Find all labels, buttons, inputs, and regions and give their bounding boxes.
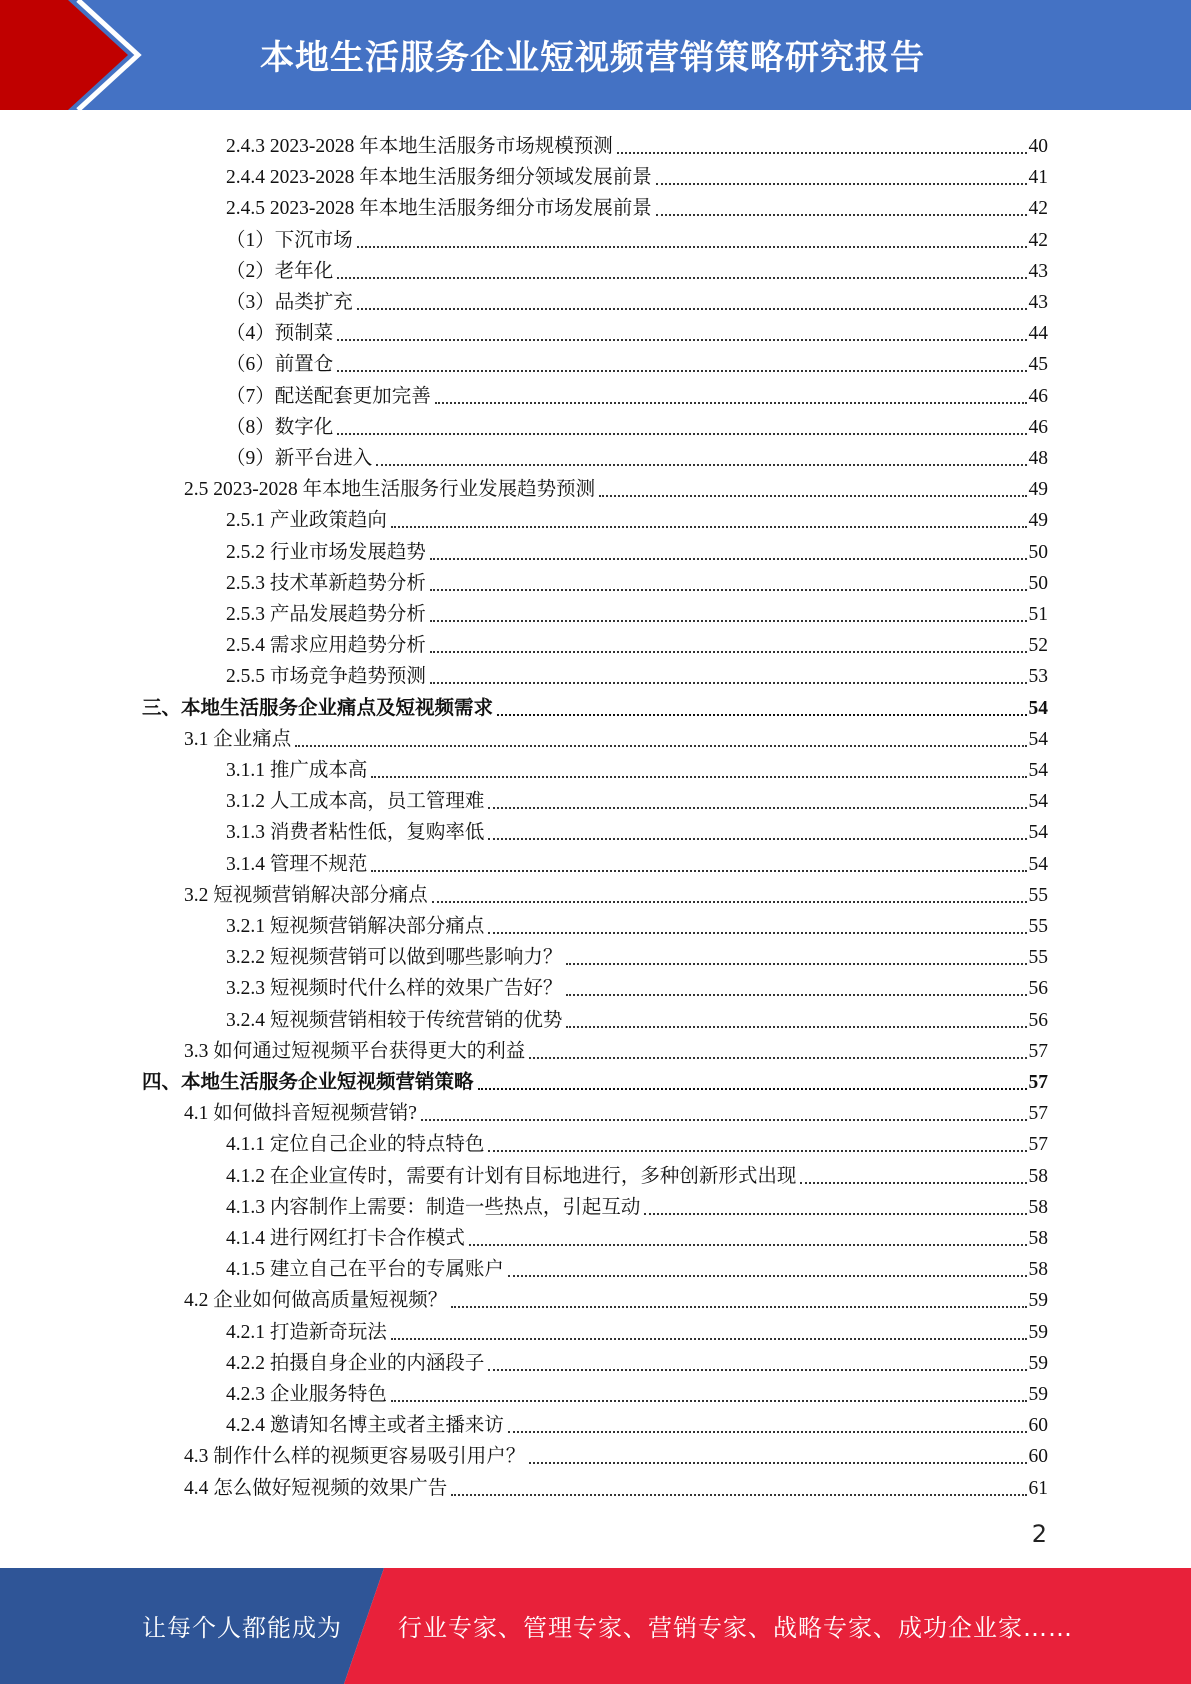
toc-entry-label: 4.3 制作什么样的视频更容易吸引用户？ [184,1446,526,1468]
toc-entry[interactable] [226,565,1048,596]
toc-entry-label: 4.2 企业如何做高质量短视频？ [184,1290,448,1312]
toc-entry-page: 54 [1028,697,1048,719]
toc-entry[interactable] [226,970,1048,1001]
toc-entry-label: 4.2.4 邀请知名博主或者主播来访 [226,1415,504,1437]
toc-entry-label: 2.5 2023-2028 年本地生活服务行业发展趋势预测 [184,479,596,501]
toc-entry-label: （7）配送配套更加完善 [226,385,431,407]
toc-entry-label: 三、本地生活服务企业痛点及短视频需求 [142,697,494,719]
toc-entry[interactable] [226,409,1048,440]
toc-entry-label: 2.5.1 产业政策趋向 [226,510,387,532]
toc-dot-leader [430,620,1027,622]
toc-entry-page: 59 [1028,1384,1048,1405]
toc-entry[interactable] [184,721,1048,752]
toc-entry-label: （8）数字化 [226,416,334,438]
toc-entry-page: 46 [1028,385,1048,407]
toc-dot-leader [656,183,1027,185]
toc-entry-label: 4.1.1 定位自己企业的特点特色 [226,1134,485,1156]
toc-entry-page: 56 [1028,1009,1048,1031]
toc-entry-page: 49 [1028,510,1048,532]
toc-entry-page: 45 [1028,354,1048,376]
toc-entry-label: 4.4 怎么做好短视频的效果广告 [184,1477,448,1499]
toc-entry-label: 3.1.2 人工成本高，员工管理难 [226,791,485,813]
header-red-chevron [0,0,128,110]
toc-entry-label: 4.2.3 企业服务特色 [226,1384,387,1405]
toc-entry-label: 2.5.3 产品发展趋势分析 [226,604,426,625]
toc-entry-page: 59 [1028,1352,1048,1374]
toc-entry[interactable] [226,159,1048,190]
toc-entry[interactable] [226,846,1048,877]
toc-dot-leader [430,651,1027,653]
toc-entry-label: 4.1.3 内容制作上需要：制造一些热点，引起互动 [226,1196,641,1218]
toc-dot-leader [488,807,1026,809]
toc-dot-leader [478,1088,1027,1090]
toc-entry-label: 3.1.1 推广成本高 [226,760,368,781]
toc-entry[interactable] [226,1376,1048,1407]
toc-entry-label: 3.1.3 消费者粘性低，复购率低 [226,822,485,844]
toc-entry-page: 54 [1028,853,1048,875]
toc-entry-page: 42 [1028,229,1048,251]
toc-entry[interactable] [226,627,1048,658]
toc-entry[interactable] [142,690,1048,721]
toc-entry-page: 57 [1028,1072,1048,1093]
toc-entry-page: 44 [1028,323,1048,345]
toc-entry[interactable] [226,128,1048,159]
toc-dot-leader [430,589,1027,591]
toc-entry[interactable] [226,284,1048,315]
toc-dot-leader [421,1119,1027,1121]
toc-entry[interactable] [226,1126,1048,1157]
toc-entry-page: 55 [1028,884,1048,906]
page-header [0,0,1191,110]
toc-dot-leader [800,1182,1026,1184]
toc-entry-page: 59 [1028,1290,1048,1312]
toc-dot-leader [391,526,1027,528]
toc-dot-leader [337,433,1026,435]
toc-entry-page: 48 [1028,448,1048,469]
toc-entry-label: 3.2.2 短视频营销可以做到哪些影响力？ [226,947,563,969]
toc-entry-page: 50 [1028,541,1048,563]
toc-entry-page: 54 [1028,791,1048,813]
toc-dot-leader [295,745,1026,747]
toc-entry-label: （4）预制菜 [226,323,334,345]
toc-dot-leader [337,370,1026,372]
toc-entry[interactable] [226,658,1048,689]
toc-entry-page: 58 [1028,1196,1048,1218]
toc-dot-leader [617,152,1027,154]
toc-entry[interactable] [226,190,1048,221]
toc-dot-leader [357,246,1027,248]
toc-entry[interactable] [184,1095,1048,1126]
toc-entry-label: 3.2.1 短视频营销解决部分痛点 [226,916,485,937]
toc-dot-leader [508,1431,1027,1433]
toc-dot-leader [451,1306,1026,1308]
toc-entry-label: 3.2 短视频营销解决部分痛点 [184,884,428,906]
toc-dot-leader [529,1057,1026,1059]
toc-dot-leader [435,402,1027,404]
toc-entry-label: （3）品类扩充 [226,292,353,313]
toc-entry-page: 57 [1028,1040,1048,1062]
toc-entry[interactable] [226,783,1048,814]
toc-dot-leader [371,870,1026,872]
toc-dot-leader [451,1494,1026,1496]
toc-entry-page: 51 [1028,604,1048,625]
toc-entry-page: 43 [1028,292,1048,313]
toc-entry-label: 3.2.4 短视频营销相较于传统营销的优势 [226,1009,563,1031]
toc-entry-page: 60 [1028,1446,1048,1468]
toc-entry-page: 52 [1028,635,1048,657]
toc-entry-label: 2.5.3 技术革新趋势分析 [226,572,426,594]
toc-entry[interactable] [184,471,1048,502]
toc-entry[interactable] [226,315,1048,346]
toc-entry-label: 2.4.4 2023-2028 年本地生活服务细分领域发展前景 [226,167,652,189]
toc-entry-label: 2.5.2 行业市场发展趋势 [226,541,426,563]
toc-entry[interactable] [226,1158,1048,1189]
toc-entry-page: 55 [1028,947,1048,969]
toc-entry-page: 54 [1028,728,1048,750]
toc-entry-label: （2）老年化 [226,260,334,282]
toc-entry-page: 55 [1028,916,1048,937]
toc-entry-label: 2.5.5 市场竞争趋势预测 [226,666,426,688]
toc-entry-label: 4.1.5 建立自己在平台的专属账户 [226,1259,504,1281]
toc-dot-leader [432,901,1027,903]
toc-entry[interactable] [226,253,1048,284]
footer-slogan-right: 行业专家、管理专家、营销专家、战略专家、成功企业家…… [398,1614,1073,1642]
toc-entry-page: 59 [1028,1321,1048,1343]
toc-dot-leader [497,714,1026,716]
toc-entry-page: 53 [1028,666,1048,688]
toc-entry[interactable] [226,502,1048,533]
toc-entry[interactable] [226,752,1048,783]
toc-entry-page: 41 [1028,167,1048,189]
header-arrow-decoration [0,0,200,110]
toc-entry-label: 四、本地生活服务企业短视频营销策略 [142,1072,474,1093]
toc-entry-page: 57 [1028,1103,1048,1125]
toc-dot-leader [644,1213,1026,1215]
toc-entry-label: 4.1 如何做抖音短视频营销? [184,1103,417,1125]
toc-entry-label: （1）下沉市场 [226,229,353,251]
toc-entry[interactable] [184,1438,1048,1469]
toc-dot-leader [656,214,1027,216]
toc-entry-label: 4.2.1 打造新奇玩法 [226,1321,387,1343]
toc-entry-page: 42 [1028,198,1048,220]
toc-entry-page: 49 [1028,479,1048,501]
toc-entry-page: 50 [1028,572,1048,594]
toc-entry-label: （9）新平台进入 [226,448,373,469]
toc-entry-label: 3.1 企业痛点 [184,728,292,750]
toc-entry-label: 3.2.3 短视频时代什么样的效果广告好？ [226,978,563,1000]
toc-entry[interactable] [184,877,1048,908]
toc-entry-label: 4.2.2 拍摄自身企业的内涵段子 [226,1352,485,1374]
toc-entry[interactable] [226,346,1048,377]
toc-dot-leader [599,495,1026,497]
toc-entry-label: 2.4.5 2023-2028 年本地生活服务细分市场发展前景 [226,198,652,220]
toc-dot-leader [391,1338,1027,1340]
report-title: 本地生活服务企业短视频营销策略研究报告 [260,38,925,78]
page-footer [0,1568,1191,1684]
toc-entry[interactable] [226,1407,1048,1438]
toc-dot-leader [469,1244,1027,1246]
toc-dot-leader [371,776,1026,778]
toc-dot-leader [566,963,1026,965]
toc-entry[interactable] [226,1189,1048,1220]
toc-entry-label: 2.5.4 需求应用趋势分析 [226,635,426,657]
toc-entry-page: 58 [1028,1228,1048,1249]
toc-entry[interactable] [226,814,1048,845]
toc-entry[interactable] [226,939,1048,970]
toc-dot-leader [566,1026,1026,1028]
toc-entry-page: 60 [1028,1415,1048,1437]
toc-dot-leader [488,932,1026,934]
toc-entry[interactable] [226,1220,1048,1251]
toc-entry[interactable] [226,440,1048,471]
toc-dot-leader [430,558,1027,560]
toc-entry-label: 2.4.3 2023-2028 年本地生活服务市场规模预测 [226,136,613,157]
toc-entry[interactable] [226,378,1048,409]
toc-dot-leader [337,277,1026,279]
toc-entry-page: 57 [1028,1134,1048,1156]
toc-entry-page: 61 [1028,1477,1048,1499]
toc-entry-page: 54 [1028,760,1048,781]
toc-entry-page: 54 [1028,822,1048,844]
toc-entry[interactable] [142,1064,1048,1095]
toc-dot-leader [376,464,1026,466]
toc-dot-leader [566,994,1026,996]
toc-entry[interactable] [226,222,1048,253]
toc-entry[interactable] [184,1470,1048,1501]
page-number: 2 [1031,1520,1047,1548]
toc-dot-leader [357,308,1027,310]
toc-entry[interactable] [226,908,1048,939]
toc-entry-page: 43 [1028,260,1048,282]
toc-entry[interactable] [226,1345,1048,1376]
toc-dot-leader [488,1369,1026,1371]
footer-slogan-left: 让每个人都能成为 [142,1614,342,1642]
toc-entry-label: 4.1.2 在企业宣传时，需要有计划有目标地进行，多种创新形式出现 [226,1165,797,1187]
toc-entry[interactable] [226,1314,1048,1345]
toc-entry-label: 4.1.4 进行网红打卡合作模式 [226,1228,465,1249]
toc-dot-leader [430,682,1027,684]
toc-dot-leader [488,1150,1026,1152]
toc-entry-label: 3.1.4 管理不规范 [226,853,368,875]
toc-entry[interactable] [226,1002,1048,1033]
toc-entry[interactable] [226,1251,1048,1282]
toc-entry-page: 56 [1028,978,1048,1000]
toc-dot-leader [337,339,1026,341]
toc-entry-page: 40 [1028,136,1048,157]
toc-entry[interactable] [184,1033,1048,1064]
toc-entry-page: 58 [1028,1259,1048,1281]
toc-dot-leader [391,1400,1027,1402]
toc-entry[interactable] [184,1282,1048,1313]
toc-entry-label: 3.3 如何通过短视频平台获得更大的利益 [184,1040,526,1062]
toc-entry[interactable] [226,596,1048,627]
toc-entry-page: 46 [1028,416,1048,438]
toc-entry-label: （6）前置仓 [226,354,334,376]
toc-entry[interactable] [226,534,1048,565]
toc-dot-leader [488,838,1026,840]
toc-dot-leader [508,1275,1027,1277]
toc-dot-leader [529,1462,1026,1464]
toc-entry-page: 58 [1028,1165,1048,1187]
